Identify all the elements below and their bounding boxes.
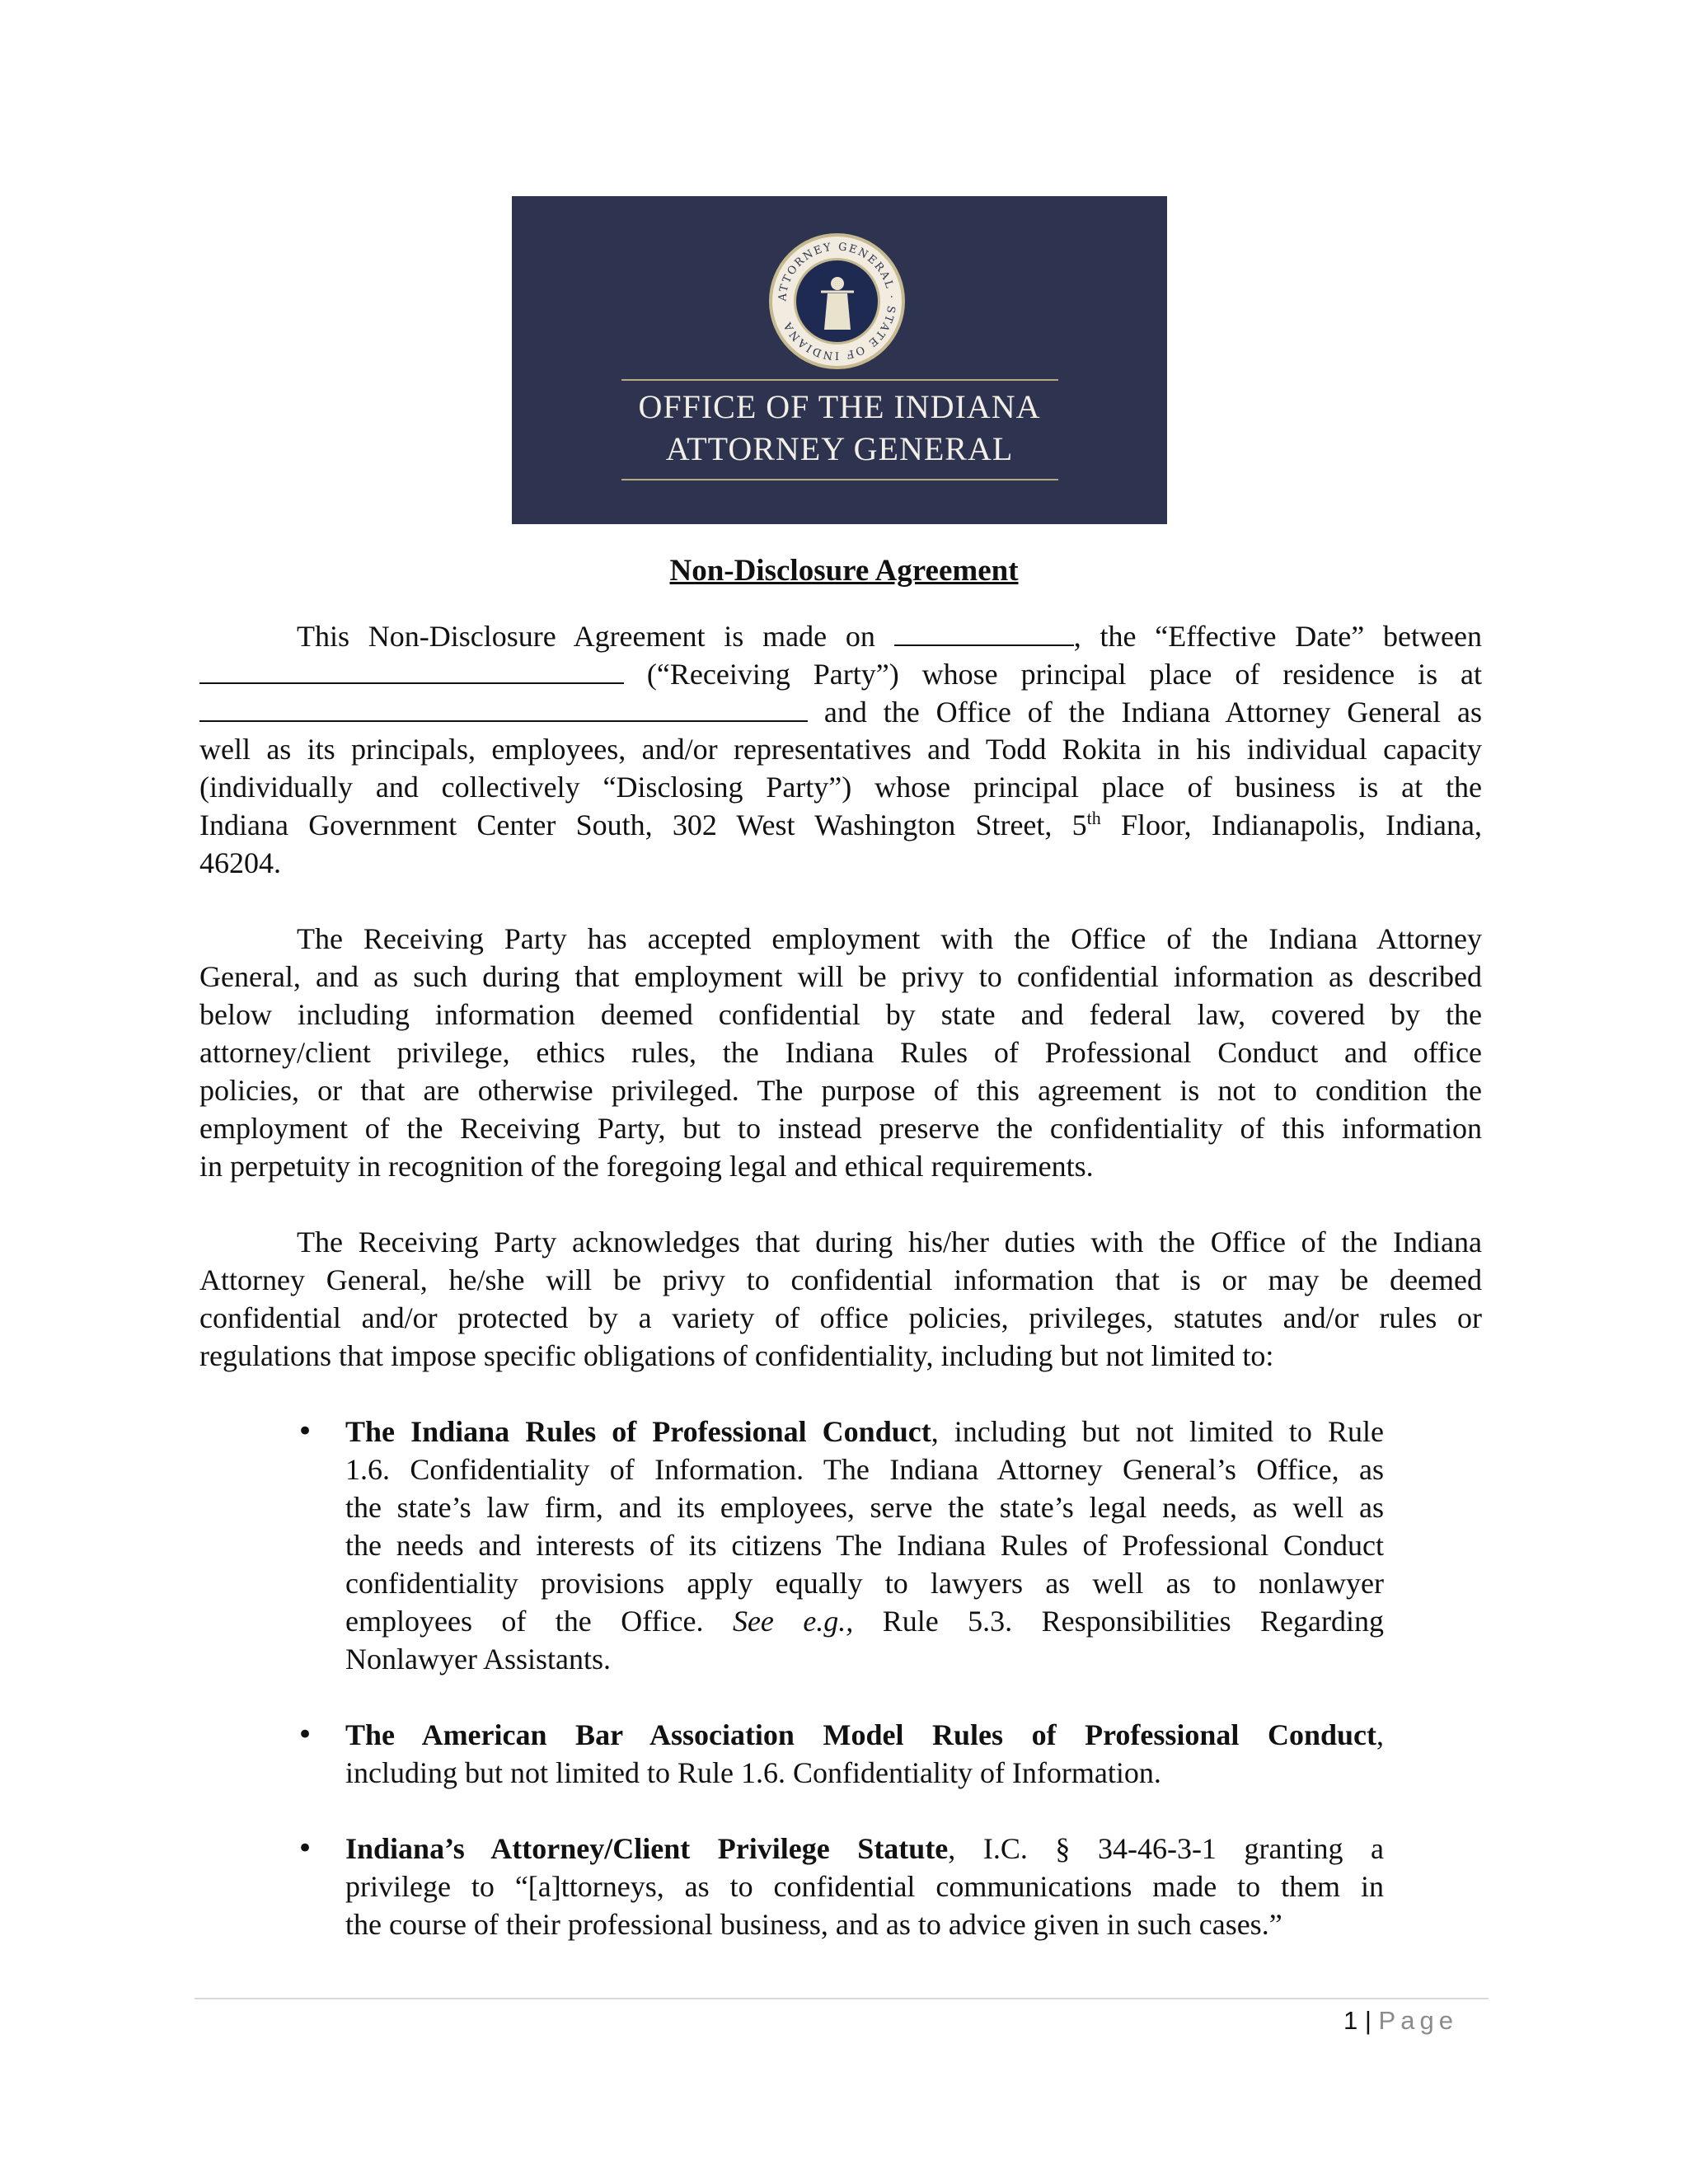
para2-line5: policies, or that are otherwise privileged. The purpose of this agreement is not to condition the	[199, 1074, 1482, 1107]
para1-line5: (individually and collectively “Disclosing Party”) whose principal place of business is at the	[199, 771, 1482, 804]
bullet2-line1: The American Bar Association Model Rules of Professional Conduct,	[345, 1718, 1384, 1751]
svg-text:ATTORNEY GENERAL · STATE OF IN: ATTORNEY GENERAL · STATE OF INDIANA	[776, 241, 898, 362]
para1-line1: This Non-Disclosure Agreement is made on , the “Effective Date” between	[199, 616, 1482, 655]
bullet3-line2: privilege to “[a]ttorneys, as to confidential communications made to them in	[345, 1870, 1384, 1903]
receiving-party-name-blank[interactable]	[199, 654, 624, 684]
bullet1-line5: confidentiality provisions apply equally to lawyers as well as to nonlawyer	[345, 1567, 1384, 1600]
bullet1-line7: Nonlawyer Assistants.	[345, 1643, 611, 1675]
state-seal-icon	[769, 233, 905, 369]
para1-line6: Indiana Government Center South, 302 West Washington Street, 5th Floor, Indianapolis, Indiana,	[199, 808, 1482, 841]
document-title: Non-Disclosure Agreement	[669, 554, 1019, 588]
para3-line1: The Receiving Party acknowledges that during his/her duties with the Office of the Indiana	[297, 1226, 1482, 1258]
bullet3-line3: the course of their professional business, and as to advice given in such cases.”	[345, 1908, 1282, 1941]
logo-rule-bottom	[621, 479, 1058, 480]
para1-line3: and the Office of the Indiana Attorney General as	[199, 692, 1482, 731]
para2-line7: in perpetuity in recognition of the foregoing legal and ethical requirements.	[199, 1150, 1094, 1183]
para2-line3: below including information deemed confidential by state and federal law, covered by the	[199, 998, 1482, 1031]
para2-line4: attorney/client privilege, ethics rules, the Indiana Rules of Professional Conduct and office	[199, 1036, 1482, 1069]
page-number: 1	[1343, 2006, 1358, 2035]
para1-line2: (“Receiving Party”) whose principal place of residence is at	[199, 654, 1482, 693]
bullet1-line1: The Indiana Rules of Professional Conduct, including but not limited to Rule	[345, 1415, 1384, 1448]
logo-title-line1: OFFICE OF THE INDIANA	[638, 388, 1041, 425]
bullet3-line1: Indiana’s Attorney/Client Privilege Statute, I.C. § 34-46-3-1 granting a	[345, 1832, 1384, 1865]
agency-logo-banner	[512, 196, 1167, 524]
bullet1-line4: the needs and interests of its citizens The Indiana Rules of Professional Conduct	[345, 1529, 1384, 1562]
para3-line3: confidential and/or protected by a variety of office policies, privileges, statutes and/or rules or	[199, 1301, 1482, 1334]
para2-line6: employment of the Receiving Party, but to instead preserve the confidentiality of this information	[199, 1112, 1482, 1145]
page-number-footer: 1 | Page	[1343, 2006, 1458, 2035]
bullet-icon: •	[297, 1832, 314, 1865]
bullet1-line6: employees of the Office. See e.g., Rule 5.3. Responsibilities Regarding	[345, 1605, 1385, 1638]
bullet-icon: •	[297, 1415, 314, 1448]
para1-line7: 46204.	[199, 846, 281, 879]
para2-line2: General, and as such during that employment will be privy to confidential information as described	[199, 960, 1482, 993]
residence-address-blank[interactable]	[199, 692, 808, 722]
seal-figure	[794, 258, 880, 344]
para3-line4: regulations that impose specific obligations of confidentiality, including but not limited to:	[199, 1339, 1274, 1372]
bullet-icon: •	[297, 1718, 314, 1751]
logo-rule-top	[621, 379, 1058, 381]
para2-line1: The Receiving Party has accepted employment with the Office of the Indiana Attorney	[297, 922, 1482, 955]
bullet1-line3: the state’s law firm, and its employees, serve the state’s legal needs, as well as	[345, 1491, 1384, 1524]
para1-line4: well as its principals, employees, and/or representatives and Todd Rokita in his individual capacity	[199, 733, 1482, 766]
para3-line2: Attorney General, he/she will be privy to confidential information that is or may be deemed	[199, 1263, 1482, 1296]
page-label: Page	[1378, 2006, 1458, 2035]
footer-divider	[195, 1998, 1489, 1999]
logo-title-line2: ATTORNEY GENERAL	[665, 430, 1014, 467]
bullet1-line2: 1.6. Confidentiality of Information. The Indiana Attorney General’s Office, as	[345, 1453, 1384, 1486]
bullet2-line2: including but not limited to Rule 1.6. Confidentiality of Information.	[345, 1756, 1161, 1789]
effective-date-blank[interactable]	[894, 616, 1074, 646]
